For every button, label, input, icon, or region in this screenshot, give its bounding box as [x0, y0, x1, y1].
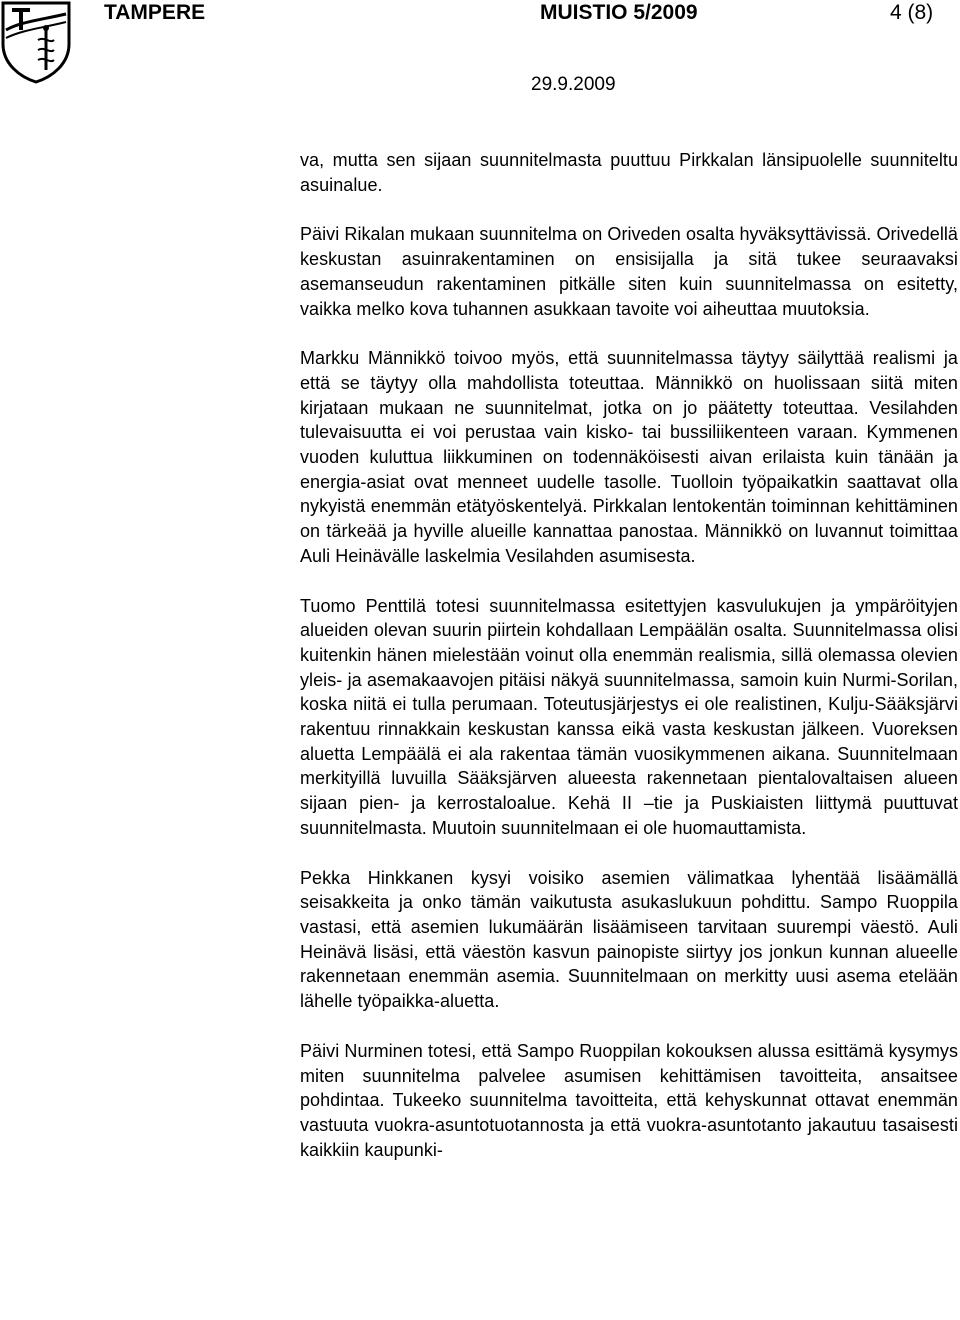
tampere-coat-of-arms-logo	[0, 0, 72, 84]
header-page-number: 4 (8)	[890, 1, 934, 24]
header-city: TAMPERE	[104, 1, 206, 24]
paragraph: Päivi Nurminen totesi, että Sampo Ruoppilan kokouksen alussa esittämä kysymys miten suunnitelma palvelee asumisen kehittämisen tavoitteita, ansaitsee pohdintaa. Tukeeko suunnitelma tavoitteita, että kehyskunnat ottavat enemmän vastuuta vuokra-asuntotuotannosta ja että vuokra-asuntotanto jakautuu tasaisesti kaikkiin kaupunki-	[300, 1040, 958, 1160]
document-date: 29.9.2009	[531, 74, 616, 95]
paragraph: va, mutta sen sijaan suunnitelmasta puuttuu Pirkkalan länsipuolelle suunniteltu asuinalue.	[300, 150, 958, 195]
header-document-title: MUISTIO 5/2009	[540, 1, 698, 24]
paragraph: Pekka Hinkkanen kysyi voisiko asemien välimatkaa lyhentää lisäämällä seisakkeita ja onko tämän vaikutusta asukaslukuun pohdittu. Sampo Ruoppila vastasi, että asemien lukumäärän lisäämiseen tarvitaan suurempi väestö. Auli Heinävä lisäsi, että väestön kasvun painopiste siirtyy jos jonkun kunnan alueelle rakennetaan enemmän asemia. Suunnitelmaan on merkitty uusi asema etelään lähelle työpaikka-aluetta.	[300, 867, 958, 1012]
paragraph: Päivi Rikalan mukaan suunnitelma on Oriveden osalta hyväksyttävissä. Orivedellä keskustan asuinrakentaminen on ensisijalla ja sitä tukee seuraavaksi asemanseudun rakentaminen pitkälle siten kuin suunnitelmassa on esitetty, vaikka melko kova tuhannen asukkaan tavoite voi aiheuttaa muutoksia.	[300, 224, 958, 319]
memo-body	[300, 148, 958, 1162]
paragraph: Tuomo Penttilä totesi suunnitelmassa esitettyjen kasvulukujen ja ympäröityjen alueiden olevan suurin piirtein kohdallaan Lempäälän osalta. Suunnitelmassa olisi kuitenkin hänen mielestään voinut olla enemmän realismia, sillä olemassa olevien yleis- ja asemakaavojen pitäisi näkyä suunnitelmassa, samoin kuin Nurmi-Sorilan, koska niitä ei tulla perumaan. Toteutusjärjestys ei ole realistinen, Kulju-Sääksjärvi rakentuu rinnakkain keskustan kanssa eikä vasta keskustan jälkeen. Vuoreksen aluetta Lempäälä ei ala rakentaa tämän vuosikymmenen aikana. Suunnitelmaan merkityillä luvuilla Sääksjärven alueesta rakennetaan pientalovaltaisen alueen sijaan pien- ja kerrostaloalue. Kehä II –tie ja Puskiaisten liittymä puuttuvat suunnitelmasta. Muutoin suunnitelmaan ei ole huomauttamista.	[300, 595, 958, 838]
paragraph: Markku Männikkö toivoo myös, että suunnitelmassa täytyy säilyttää realismi ja että se täytyy olla mahdollista toteuttaa. Männikkö on huolissaan siitä miten kirjataan mukaan ne suunnitelmat, jotka on jo päätetty toteuttaa. Vesilahden tulevaisuutta ei voi perustaa vain kisko- tai bussiliikenteen varaan. Kymmenen vuoden kuluttua liikkuminen on todennäköisesti aivan erilaista kuin tänään ja energia-asiat ovat menneet uudelle tasolle. Tuolloin työpaikatkin saattavat olla nykyistä enemmän etätyöskentelyä. Pirkkalan lentokentän toiminnan kehittäminen on tärkeää ja hyville alueille kannattaa panostaa. Männikkö on luvannut toimittaa Auli Heinävälle laskelmia Vesilahden asumisesta.	[300, 348, 958, 566]
